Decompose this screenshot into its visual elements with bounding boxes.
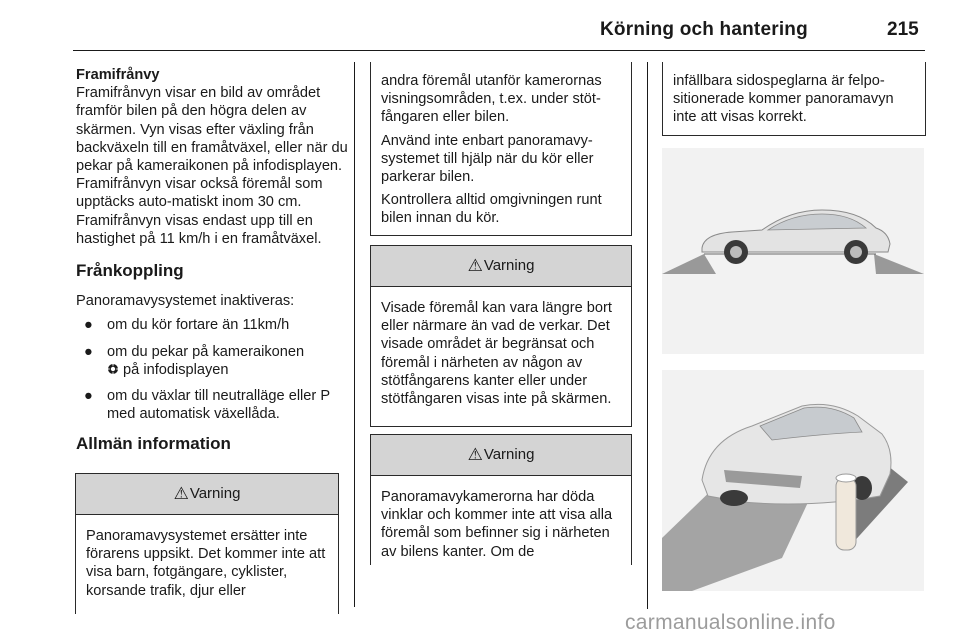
warning-continued-paragraph: Använd inte enbart panoramavy-systemet till hjälp när du kör eller parkerar bilen. [381, 132, 594, 186]
warning-continued-box [370, 62, 632, 236]
disable-heading: Frånkoppling [76, 261, 184, 281]
warning-body: Panoramavysystemet ersätter inte förarens uppsikt. Det kommer inte att visa barn, fotgängare, cyklister, korsande trafik, djur eller [86, 528, 326, 599]
figure-car-front-view [662, 370, 924, 591]
bullet-text: om du växlar till neutralläge eller P med automatisk växellåda. [107, 388, 330, 423]
warning-continued-paragraph: andra föremål utanför kamerornas visningsområden, t.ex. under stöt-fångaren eller bilen. [381, 73, 602, 126]
warning-continued-paragraph: Kontrollera alltid omgivningen runt bilen innan du kör. [381, 192, 602, 227]
bullet-text-continued: på infodisplayen [119, 361, 229, 378]
car-front-illustration [662, 370, 924, 591]
camera-settings-icon [107, 363, 119, 375]
bullet-item [76, 316, 348, 334]
bullet-item [76, 343, 348, 379]
watermark: carmanualsonline.info [625, 611, 836, 634]
bullet-dot: ● [84, 388, 93, 405]
front-left-wheel [720, 490, 748, 506]
bullet-dot: ● [84, 317, 93, 334]
warning-continued-text: infällbara sidospeglarna är felpo-sitionerade kommer panoramavyn inte att visas korrekt. [673, 73, 894, 126]
warning-body: Panoramavykamerorna har döda vinklar och kommer inte att visa alla föremål som befinner sig i närheten av bilens kanter. Om de [381, 489, 613, 560]
front-view-heading: Framifrånvy [76, 67, 160, 83]
disable-bullet-list [76, 316, 348, 423]
front-camera-zone [662, 254, 716, 274]
warning-box-2 [370, 245, 632, 427]
rear-camera-zone [874, 254, 924, 274]
warning-continued-box-col3 [662, 62, 926, 136]
front-view-paragraph: Framifrånvyn visar en bild av området framför bilen på den högra delen av skärmen. Vyn visas efter växling från backväxeln till en framåtväxel, eller när du pekar på kameraikonen på infodisplayen. Framifrånvyn visar också föremål som upptäcks auto-matiskt inom 30 cm. Framifrånvyn visas endast upp till en hastighet på 11 km/h i en framåtväxel. [76, 85, 348, 247]
warning-triangle-icon: ⚠ [467, 255, 483, 275]
figure-car-side-view [662, 148, 924, 354]
column-divider-left [354, 62, 355, 607]
warning-label: Varning [189, 484, 241, 502]
warning-label: Varning [483, 256, 535, 274]
obstacle-pillar [836, 478, 856, 550]
header-rule [73, 50, 925, 51]
warning-label: Varning [483, 445, 535, 463]
warning-box-1 [75, 473, 339, 614]
bullet-dot: ● [84, 343, 93, 360]
warning-header [371, 435, 631, 476]
warning-header [76, 474, 338, 515]
warning-body: Visade föremål kan vara längre bort eller närmare än vad de verkar. Det visade området är begränsat och föremål i närheten av någon av stötfångarens kanter eller under stötfångaren visas inte på skärmen. [381, 300, 612, 408]
warning-header [371, 246, 631, 287]
general-info-heading: Allmän information [76, 434, 231, 454]
car-side-illustration [662, 148, 924, 354]
bullet-text: om du kör fortare än 11km/h [107, 317, 290, 334]
page-number: 215 [887, 19, 919, 40]
column-1 [76, 66, 348, 466]
page-header-title: Körning och hantering [600, 19, 808, 40]
warning-triangle-icon: ⚠ [467, 444, 483, 464]
bullet-text: om du pekar på kameraikonen [107, 343, 305, 360]
warning-box-3 [370, 434, 632, 565]
disable-intro: Panoramavysystemet inaktiveras: [76, 293, 295, 310]
warning-triangle-icon: ⚠ [173, 483, 189, 503]
bullet-item [76, 387, 348, 423]
column-divider-right [647, 62, 648, 609]
